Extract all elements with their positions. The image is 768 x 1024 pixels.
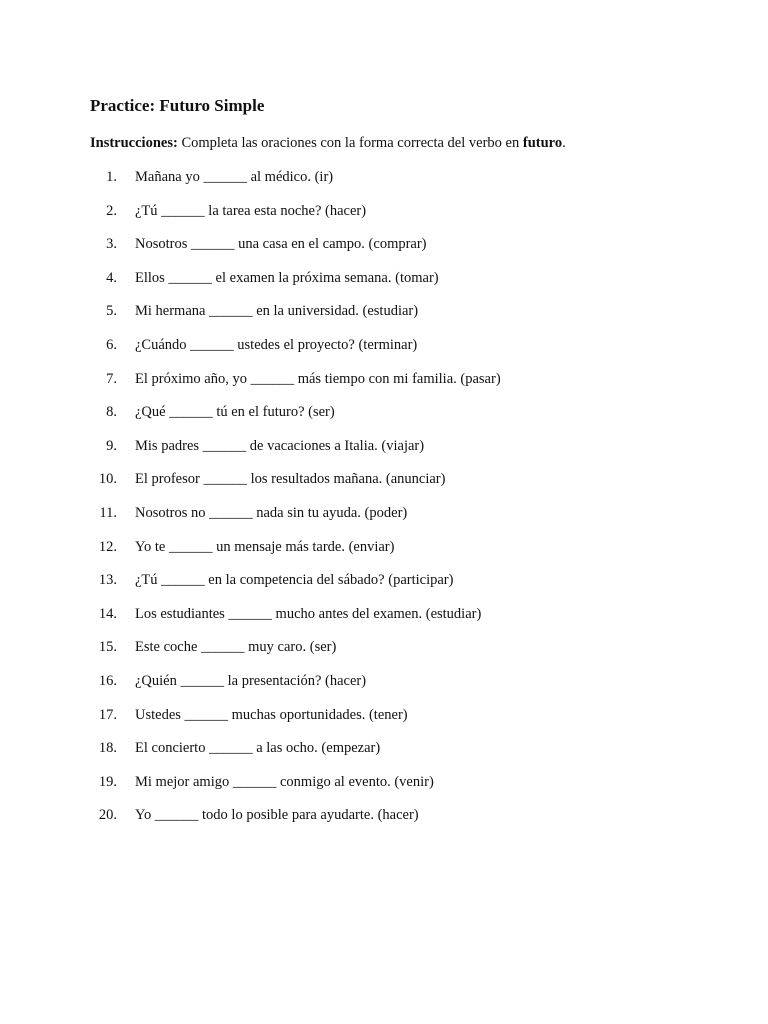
exercise-sentence: Mañana yo ______ al médico. (ir) — [135, 169, 334, 185]
exercise-sentence: Nosotros ______ una casa en el campo. (comprar) — [135, 236, 427, 253]
exercise-number: 16. — [98, 672, 117, 689]
exercise-number: 5. — [106, 303, 117, 320]
page-title: Practice: Futuro Simple — [90, 96, 265, 115]
exercise-sentence: Nosotros no ______ nada sin tu ayuda. (poder) — [135, 504, 408, 521]
exercise-number: 13. — [98, 572, 117, 589]
instructions-text: Completa las oraciones con la forma correcta del verbo en — [177, 135, 523, 151]
exercise-sentence: Mis padres ______ de vacaciones a Italia. (viajar) — [135, 437, 425, 454]
exercise-sentence: Ustedes ______ muchas oportunidades. (tener) — [135, 706, 408, 723]
exercise-number: 1. — [106, 169, 117, 185]
exercise-number: 11. — [99, 504, 117, 521]
exercise-number: 12. — [98, 538, 117, 555]
exercise-number: 6. — [106, 336, 117, 353]
exercise-number: 15. — [98, 639, 117, 656]
exercise-sentence: El profesor ______ los resultados mañana. (anunciar) — [135, 471, 446, 488]
exercise-sentence: Yo te ______ un mensaje más tarde. (enviar) — [135, 538, 395, 555]
exercise-number: 9. — [106, 437, 117, 454]
exercise-sentence: Mi hermana ______ en la universidad. (estudiar) — [135, 303, 419, 320]
exercise-sentence: Este coche ______ muy caro. (ser) — [135, 639, 337, 656]
exercise-sentence: ¿Quién ______ la presentación? (hacer) — [135, 672, 367, 689]
exercise-sentence: Ellos ______ el examen la próxima semana. (tomar) — [135, 269, 439, 286]
exercise-number: 8. — [106, 404, 117, 421]
exercise-number: 14. — [98, 605, 117, 622]
instructions-label: Instrucciones: — [90, 135, 178, 151]
exercise-sentence: ¿Tú ______ la tarea esta noche? (hacer) — [135, 202, 367, 219]
exercise-sentence: ¿Qué ______ tú en el futuro? (ser) — [135, 404, 335, 421]
exercise-number: 19. — [98, 773, 117, 790]
exercise-number: 3. — [106, 236, 117, 253]
exercise-number: 7. — [106, 370, 117, 387]
instructions — [90, 133, 566, 153]
exercise-number: 18. — [98, 740, 117, 757]
exercise-number: 17. — [98, 706, 117, 723]
exercise-number: 20. — [98, 807, 117, 824]
instructions-emphasis: futuro — [522, 135, 563, 151]
exercise-sentence: El concierto ______ a las ocho. (empezar) — [135, 740, 381, 757]
exercise-number: 10. — [98, 471, 117, 488]
exercise-sentence: ¿Cuándo ______ ustedes el proyecto? (terminar) — [135, 336, 418, 353]
instructions-end: . — [562, 135, 566, 151]
exercise-number: 2. — [106, 202, 117, 219]
exercise-number: 4. — [106, 269, 117, 286]
exercise-sentence: ¿Tú ______ en la competencia del sábado? (participar) — [135, 572, 454, 589]
exercise-sentence: Los estudiantes ______ mucho antes del examen. (estudiar) — [135, 605, 482, 622]
exercise-sentence: Mi mejor amigo ______ conmigo al evento. (venir) — [135, 773, 434, 790]
exercise-sentence: Yo ______ todo lo posible para ayudarte. (hacer) — [135, 807, 419, 824]
exercise-sentence: El próximo año, yo ______ más tiempo con mi familia. (pasar) — [135, 370, 501, 387]
